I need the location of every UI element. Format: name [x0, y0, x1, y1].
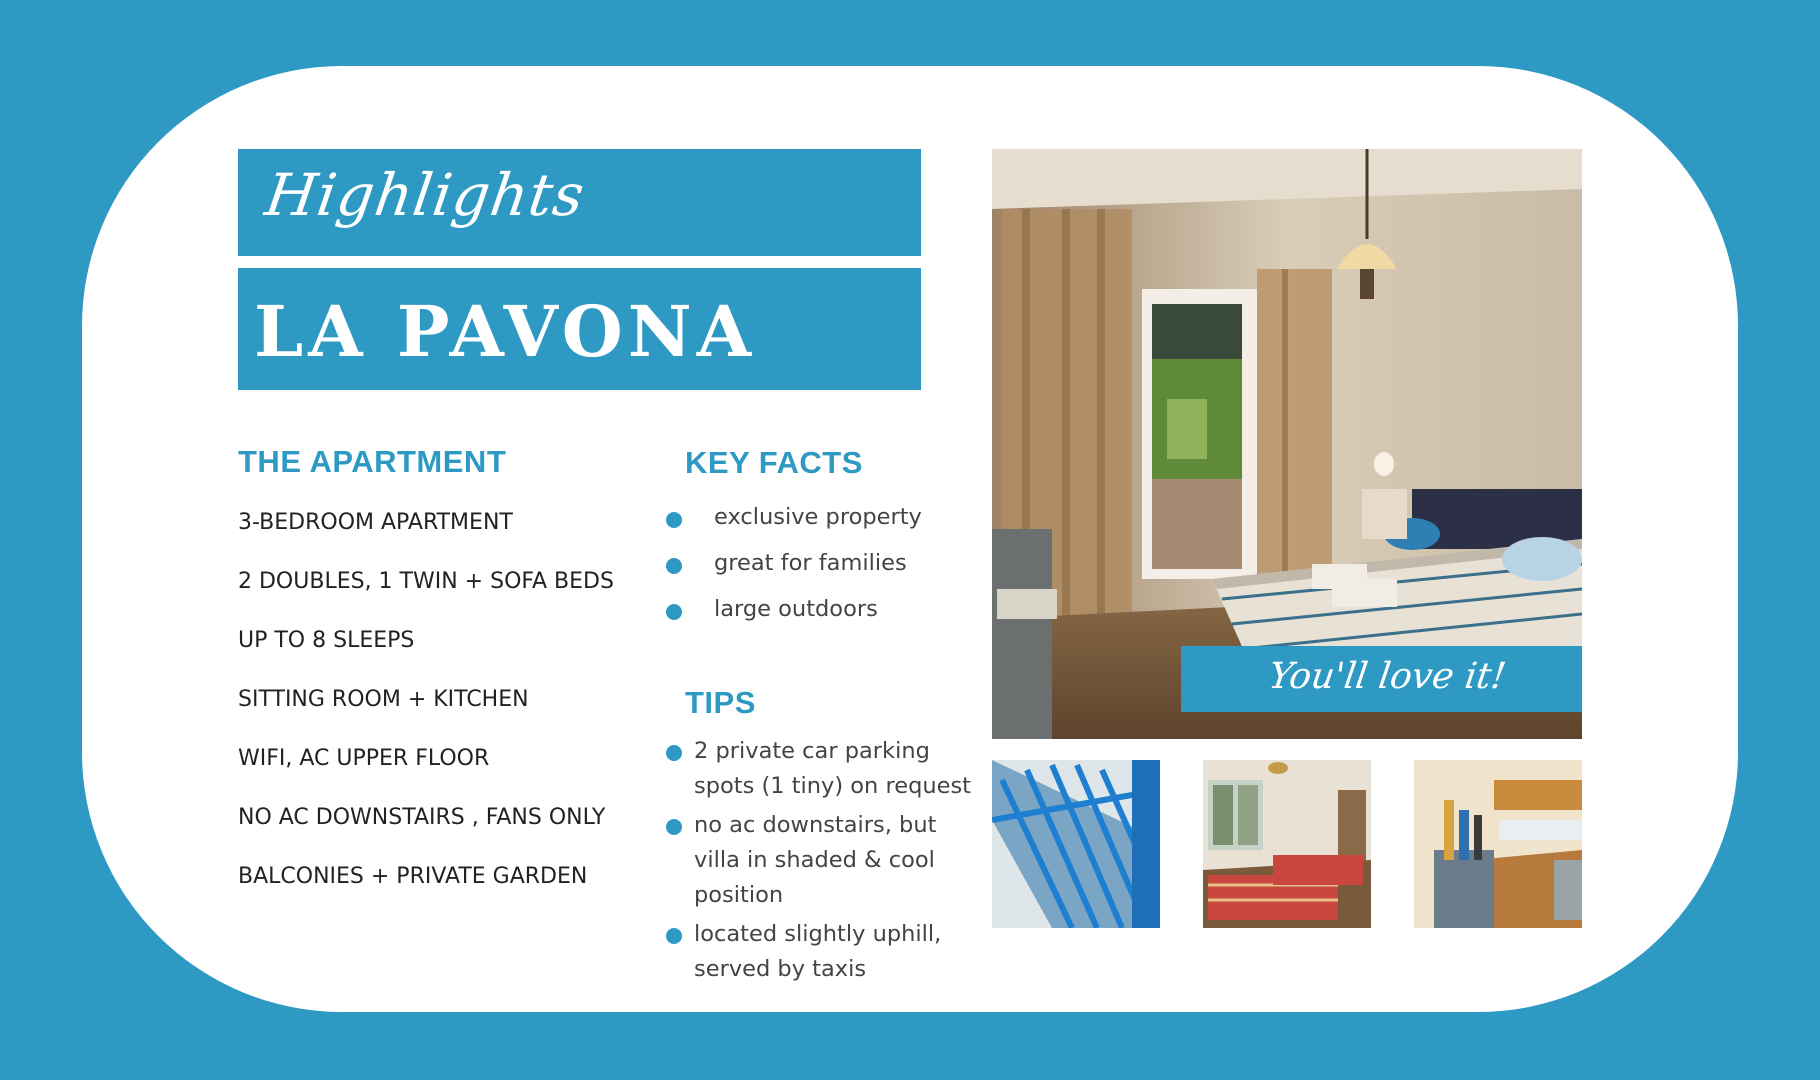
tip-text: 2 private car parking spots (1 tiny) on request: [694, 738, 971, 799]
tip-item: [664, 734, 984, 804]
key-fact-item: [664, 500, 922, 546]
apartment-item: 2 DOUBLES, 1 TWIN + SOFA BEDS: [238, 569, 614, 594]
bullet-dot-icon: [666, 604, 682, 620]
apartment-item: 3-BEDROOM APARTMENT: [238, 510, 513, 535]
key-fact-text: large outdoors: [714, 596, 878, 622]
twin-bedroom-image: [1203, 760, 1371, 928]
bullet-dot-icon: [666, 512, 682, 528]
tip-text: located slightly uphill, served by taxis: [694, 921, 942, 982]
key-fact-item: [664, 546, 922, 592]
tip-item: [664, 808, 984, 913]
staircase-image: [992, 760, 1160, 928]
key-fact-item: [664, 592, 922, 638]
page-title: LA PAVONA: [254, 290, 757, 373]
bullet-dot-icon: [666, 558, 682, 574]
tips-heading: TIPS: [685, 685, 756, 720]
tip-item: [664, 917, 984, 987]
apartment-item: BALCONIES + PRIVATE GARDEN: [238, 864, 588, 889]
bullet-dot-icon: [666, 928, 682, 944]
bullet-dot-icon: [666, 745, 682, 761]
tips-list: [664, 734, 984, 991]
title-banner: [238, 268, 921, 390]
apartment-item: WIFI, AC UPPER FLOOR: [238, 746, 490, 771]
tip-text: no ac downstairs, but villa in shaded & cool position: [694, 812, 937, 908]
apartment-list: [238, 508, 614, 921]
key-fact-text: exclusive property: [714, 504, 922, 530]
key-facts-list: [664, 500, 922, 638]
twin-bedroom-thumbnail: [1203, 760, 1371, 928]
love-it-caption: You'll love it!: [1266, 656, 1509, 697]
kitchen-image: [1414, 760, 1582, 928]
apartment-item: NO AC DOWNSTAIRS , FANS ONLY: [238, 805, 606, 830]
apartment-item: SITTING ROOM + KITCHEN: [238, 687, 529, 712]
apartment-item: UP TO 8 SLEEPS: [238, 628, 415, 653]
highlights-label: Highlights: [261, 161, 590, 229]
kitchen-thumbnail: [1414, 760, 1582, 928]
key-facts-heading: KEY FACTS: [685, 445, 863, 480]
key-fact-text: great for families: [714, 550, 907, 576]
apartment-heading: THE APARTMENT: [238, 444, 507, 479]
bullet-dot-icon: [666, 819, 682, 835]
highlights-banner: [238, 149, 921, 256]
love-it-banner: [1181, 646, 1582, 712]
staircase-thumbnail: [992, 760, 1160, 928]
